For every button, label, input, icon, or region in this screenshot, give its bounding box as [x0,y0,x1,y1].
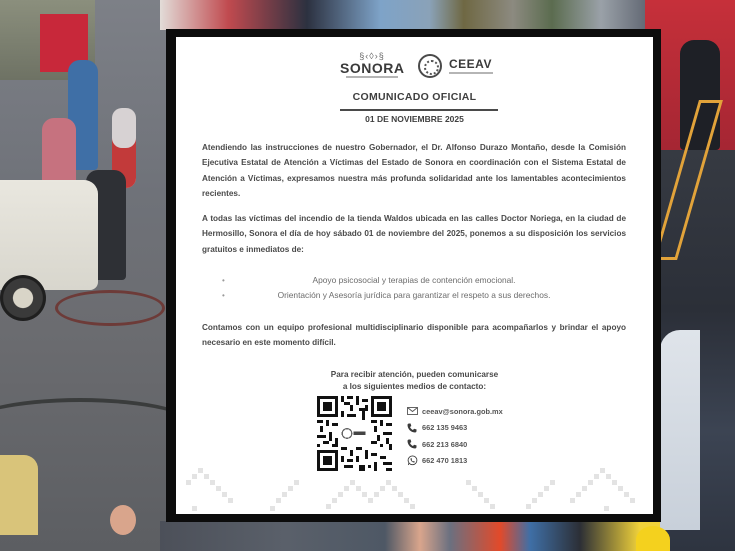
responder-figure [0,455,38,535]
fire-hose [55,290,165,326]
paragraph-victims: A todas las víctimas del incendio de la tienda Waldos ubicada en las calles Doctor Noriega, en la ciudad de Hermosillo, Sonora el día de hoy sábado 01 de noviembre del 2025, ponemos a su disposición los servicios gratuitos e inmediatos de: [202,214,626,254]
notice-date: 01 DE NOVIEMBRE 2025 [365,114,464,124]
truck-wheel [0,275,46,321]
yellow-helmet [636,526,670,551]
service-label: Orientación y Asesoría jurídica para garantizar el respeto a sus derechos. [277,290,551,300]
ceeav-tagline-bar [449,72,493,74]
white-car [660,330,700,530]
phone-icon [406,423,418,433]
paragraph-solidarity: Atendiendo las instrucciones de nuestro Gobernador, el Dr. Alfonso Durazo Montaño, desde la Comisión Ejecutiva Estatal de Atención a Víctimas del Estado de Sonora en coordinación con el Sistema Estatal de Atención a Víctimas, expresamos nuestra más profunda solidaridad ante los lamentables acontecimientos recientes. [202,143,626,198]
contact-intro-line: Para recibir atención, pueden comunicarse [330,370,499,379]
services-list [202,273,626,303]
bystander-figure [42,118,76,188]
title-divider [340,109,498,111]
contact-phone[interactable] [406,420,556,437]
contact-intro-line: a los siguientes medios de contacto: [342,382,487,391]
paragraph-team: Contamos con un equipo profesional multidisciplinario disponible para acompañarlos y brindar el apoyo necesario en este momento difícil. [202,323,626,348]
logo-bar [336,49,496,81]
bullet-icon: • [222,291,225,300]
contact-phone-value: 662 135 9463 [422,423,468,433]
ceeav-wordmark: CEEAV [449,57,492,71]
contact-phone-value: 662 213 6840 [422,439,468,449]
contact-email[interactable] [406,403,556,420]
sonora-tagline-bar [346,76,398,78]
crowd-strip-bottom [160,521,660,551]
bullet-icon: • [222,276,225,285]
contact-email-value: ceeav@sonora.gob.mx [422,406,503,416]
pickup-truck [0,180,98,290]
contact-intro [176,369,653,393]
responder-figure [110,505,136,535]
contact-phone[interactable] [406,436,556,453]
ceeav-logo [418,52,496,80]
service-item [202,288,626,303]
contact-list [406,403,556,469]
sonora-wordmark: SONORA [340,60,405,76]
notice-title: COMUNICADO OFICIAL [352,91,477,103]
ceeav-seal-icon [418,54,442,78]
qr-code-icon[interactable] [317,396,392,471]
mail-icon [406,406,418,416]
service-label: Apoyo psicosocial y terapias de contención emocional. [312,275,516,285]
decorative-pattern [176,462,653,514]
sonora-ornament-icon: §‹◊›§ [359,51,385,61]
crowd-strip-top [160,0,650,30]
service-item [202,273,626,288]
official-notice [176,37,653,514]
phone-icon [406,439,418,449]
contact-whatsapp-value: 662 470 1813 [422,456,468,466]
sonora-logo [340,51,404,81]
